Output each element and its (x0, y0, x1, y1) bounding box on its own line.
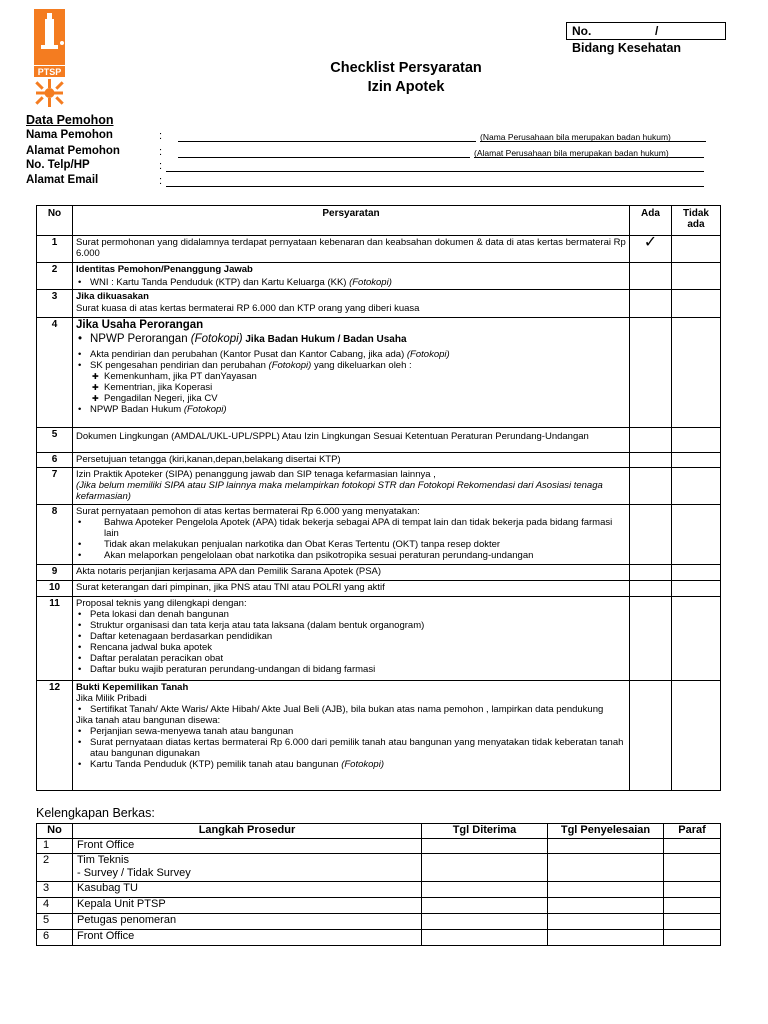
proc-header-paraf: Paraf (664, 824, 721, 839)
list-item: • Akan melaporkan pengelolaan obat narkotika dan psikotropika sesuai peraturan perundang-undangan (76, 550, 626, 561)
proc-step: Kepala Unit PTSP (73, 898, 422, 914)
table-row (37, 597, 721, 681)
field-label-name: Nama Pemohon (26, 129, 113, 141)
row-subtitle: Jika Milik Pribadi (76, 693, 147, 704)
proc-no: 5 (37, 914, 73, 930)
name-input-line-end (480, 141, 706, 142)
tgl-diterima-cell[interactable] (422, 914, 548, 930)
table-row (37, 318, 721, 428)
name-hint: (Nama Perusahaan bila merupakan badan hukum) (480, 132, 671, 142)
table-row (37, 581, 721, 597)
item-text: SK pengesahan pendirian dan perubahan (90, 360, 269, 371)
item-italic: (Fotokopi) (190, 333, 243, 345)
row-number: 9 (37, 565, 73, 581)
ada-cell[interactable] (630, 505, 672, 565)
table-row (37, 565, 721, 581)
tidak-ada-cell[interactable] (672, 263, 721, 290)
field-colon: : (159, 160, 163, 172)
tgl-penyelesaian-cell[interactable] (548, 914, 664, 930)
ada-cell[interactable] (630, 468, 672, 505)
tidak-ada-cell[interactable] (672, 236, 721, 263)
table-row (37, 681, 721, 791)
paraf-cell[interactable] (664, 898, 721, 914)
address-input-line-end (474, 157, 704, 158)
row-text: Surat keterangan dari pimpinan, jika PNS atau TNI atau POLRI yang aktif (73, 581, 630, 597)
no-slash: / (655, 24, 659, 38)
proc-no: 3 (37, 882, 73, 898)
proc-header-no: No (37, 824, 73, 839)
proc-no: 4 (37, 898, 73, 914)
table-row (37, 882, 721, 898)
list-item (76, 759, 626, 770)
paraf-cell[interactable] (664, 882, 721, 898)
paraf-cell[interactable] (664, 930, 721, 946)
item-text: NPWP Badan Hukum (90, 404, 184, 415)
table-row (37, 290, 721, 318)
tidak-ada-cell[interactable] (672, 428, 721, 453)
page-subtitle: Izin Apotek (367, 79, 445, 95)
tgl-penyelesaian-cell[interactable] (548, 839, 664, 854)
table-row (37, 453, 721, 468)
row-text: Surat permohonan yang didalamnya terdapat pernyataan kebenaran dan keabsahan dokumen & data di atas kertas bermaterai Rp 6.000 (73, 236, 630, 263)
tgl-penyelesaian-cell[interactable] (548, 854, 664, 882)
tidak-ada-cell[interactable] (672, 318, 721, 428)
row-number: 3 (37, 290, 73, 318)
row-number: 8 (37, 505, 73, 565)
table-row (37, 898, 721, 914)
email-input-line[interactable] (166, 186, 704, 187)
list-item (76, 360, 626, 371)
paraf-cell[interactable] (664, 854, 721, 882)
page-title: Checklist Persyaratan (330, 60, 482, 76)
requirements-table (36, 205, 721, 791)
row-content (73, 263, 630, 290)
list-item: • Surat pernyataan diatas kertas bermaterai Rp 6.000 dari pemilik tanah atau bangunan yang menyatakan tidak keberatan tanah atau bangunan digunakan (76, 737, 626, 759)
tgl-penyelesaian-cell[interactable] (548, 882, 664, 898)
document-number-box (566, 22, 726, 40)
tgl-diterima-cell[interactable] (422, 839, 548, 854)
row-text: Surat kuasa di atas kertas bermaterai RP 6.000 dan KTP orang yang diberi kuasa (76, 303, 420, 314)
department-label: Bidang Kesehatan (572, 41, 682, 55)
ada-cell[interactable] (630, 263, 672, 290)
row-number: 7 (37, 468, 73, 505)
sub-list-item: ✚ Kementrian, jika Koperasi (76, 382, 626, 393)
tgl-diterima-cell[interactable] (422, 930, 548, 946)
table-row (37, 505, 721, 565)
item-italic: (Fotokopi) (349, 277, 392, 288)
row-content (73, 597, 630, 681)
row-text: Proposal teknis yang dilengkapi dengan: (76, 598, 247, 609)
list-item: • Daftar peralatan peracikan obat (76, 653, 626, 664)
list-item: • Daftar ketenagaan berdasarkan pendidikan (76, 631, 626, 642)
proc-header-tgl-diterima: Tgl Diterima (422, 824, 548, 839)
tidak-ada-cell[interactable] (672, 681, 721, 791)
table-row (37, 914, 721, 930)
row-number: 2 (37, 263, 73, 290)
item-text: Kartu Tanda Penduduk (KTP) pemilik tanah atau bangunan (90, 759, 342, 770)
table-row (37, 854, 721, 882)
item-text: yang dikeluarkan oleh : (311, 360, 412, 371)
row-number: 6 (37, 453, 73, 468)
no-label: No. (572, 24, 592, 38)
list-item (76, 349, 626, 360)
row-number: 1 (37, 236, 73, 263)
item-text: NPWP Perorangan (90, 333, 191, 345)
tidak-ada-cell[interactable] (672, 505, 721, 565)
tgl-diterima-cell[interactable] (422, 898, 548, 914)
procedure-table (36, 823, 721, 946)
tidak-ada-cell[interactable] (672, 597, 721, 681)
row-number: 11 (37, 597, 73, 681)
list-item: • Tidak akan melakukan penjualan narkotika dan Obat Keras Tertentu (OKT) tanpa resep dokter (76, 539, 626, 550)
row-content (73, 318, 630, 428)
field-label-email: Alamat Email (26, 174, 99, 186)
ada-cell[interactable] (630, 318, 672, 428)
list-item: • Sertifikat Tanah/ Akte Waris/ Akte Hibah/ Akte Jual Beli (AJB), bila bukan atas nama pemohon , lampirkan data pendukung (76, 704, 626, 715)
paraf-cell[interactable] (664, 914, 721, 930)
completeness-label: Kelengkapan Berkas: (36, 806, 155, 820)
ada-cell[interactable] (630, 290, 672, 318)
list-item (76, 404, 626, 415)
tidak-ada-cell[interactable] (672, 290, 721, 318)
item-italic: (Fotokopi) (406, 349, 450, 360)
procedure-header-row (37, 824, 721, 839)
table-row (37, 236, 721, 263)
header-no: No (37, 206, 73, 236)
ada-cell[interactable] (630, 428, 672, 453)
table-row (37, 839, 721, 854)
phone-input-line[interactable] (166, 171, 704, 172)
proc-step: Front Office (73, 839, 422, 854)
proc-step: Front Office (73, 930, 422, 946)
field-label-phone: No. Telp/HP (26, 159, 90, 171)
row-content (73, 681, 630, 791)
item-italic: (Fotokopi) (341, 759, 384, 770)
row-title: Bukti Kepemilikan Tanah (76, 682, 189, 693)
list-item: • Daftar buku wajib peraturan perundang-undangan di bidang farmasi (76, 664, 626, 675)
tidak-ada-cell[interactable] (672, 453, 721, 468)
table-row (37, 263, 721, 290)
tgl-diterima-cell[interactable] (422, 854, 548, 882)
name-input-line[interactable] (178, 141, 476, 142)
sub-list-item: ✚ Pengadilan Negeri, jika CV (76, 393, 626, 404)
list-item: • Perjanjian sewa-menyewa tanah atau bangunan (76, 726, 626, 737)
sub-list-item: ✚ Kemenkunham, jika PT danYayasan (76, 371, 626, 382)
proc-no: 1 (37, 839, 73, 854)
tgl-penyelesaian-cell[interactable] (548, 930, 664, 946)
field-colon: : (159, 130, 163, 142)
header-tidak-ada: Tidak ada (672, 206, 721, 236)
header-persyaratan: Persyaratan (73, 206, 630, 236)
row-number: 4 (37, 318, 73, 428)
table-row (37, 468, 721, 505)
address-input-line[interactable] (178, 157, 470, 158)
item-italic: (Fotokopi) (268, 360, 312, 371)
proc-header-tgl-penyelesaian: Tgl Penyelesaian (548, 824, 664, 839)
item-bold: Jika Badan Hukum / Badan Usaha (242, 334, 407, 345)
address-hint: (Alamat Perusahaan bila merupakan badan hukum) (474, 148, 669, 158)
row-number: 10 (37, 581, 73, 597)
ada-cell[interactable] (630, 565, 672, 581)
field-colon: : (159, 146, 163, 158)
list-item (76, 332, 626, 347)
table-row (37, 930, 721, 946)
proc-step-sub: - Survey / Tidak Survey (77, 867, 191, 879)
check-icon[interactable]: ✓ (630, 236, 672, 263)
row-title: Identitas Pemohon/Penanggung Jawab (76, 264, 253, 275)
tidak-ada-cell[interactable] (672, 468, 721, 505)
ada-cell[interactable] (630, 453, 672, 468)
list-item: • Struktur organisasi dan tata kerja atau tata laksana (dalam bentuk organogram) (76, 620, 626, 631)
logo-text: PTSP (37, 67, 62, 77)
row-title: Jika dikuasakan (76, 291, 149, 302)
list-item: • Rencana jadwal buka apotek (76, 642, 626, 653)
tgl-penyelesaian-cell[interactable] (548, 898, 664, 914)
field-colon: : (159, 175, 163, 187)
proc-step: Kasubag TU (73, 882, 422, 898)
row-content (73, 290, 630, 318)
row-number: 12 (37, 681, 73, 791)
row-text: Dokumen Lingkungan (AMDAL/UKL-UPL/SPPL) Atau Izin Lingkungan Sesuai Ketentuan Peraturan Perundang-Undangan (73, 428, 630, 453)
ada-cell[interactable] (630, 581, 672, 597)
tgl-diterima-cell[interactable] (422, 882, 548, 898)
item-italic: (Fotokopi) (183, 404, 227, 415)
proc-step-cell (73, 854, 422, 882)
proc-no: 2 (37, 854, 73, 882)
table-header-row (37, 206, 721, 236)
ada-cell[interactable] (630, 681, 672, 791)
ada-cell[interactable] (630, 597, 672, 681)
row-text: Izin Praktik Apoteker (SIPA) penanggung jawab dan SIP tenaga kefarmasian lainnya , (76, 469, 436, 480)
row-text: Surat pernyataan pemohon di atas kertas bermaterai Rp 6.000 yang menyatakan: (76, 506, 420, 517)
tidak-ada-cell[interactable] (672, 581, 721, 597)
applicant-section-title: Data Pemohon (26, 113, 114, 127)
row-content (73, 505, 630, 565)
row-subtitle: Jika tanah atau bangunan disewa: (76, 715, 221, 726)
row-number: 5 (37, 428, 73, 453)
row-text: Akta notaris perjanjian kerjasama APA dan Pemilik Sarana Apotek (PSA) (73, 565, 630, 581)
field-label-address: Alamat Pemohon (26, 145, 120, 157)
proc-step: Tim Teknis (77, 854, 129, 866)
proc-header-langkah: Langkah Prosedur (73, 824, 422, 839)
list-item: • Bahwa Apoteker Pengelola Apotek (APA) tidak bekerja sebagai APA di tempat lain dan tidak bekerja pada bidang farmasi lain (76, 517, 626, 539)
row-note: (Jika belum memiliki SIPA atau SIP lainnya maka melampirkan fotokopi STR dan Fotokopi Rekomendasi dari Asosiasi tenaga kefarmasian) (76, 480, 603, 502)
list-item: • Peta lokasi dan denah bangunan (76, 609, 626, 620)
paraf-cell[interactable] (664, 839, 721, 854)
list-item (76, 277, 626, 288)
item-text: Akta pendirian dan perubahan (Kantor Pusat dan Kantor Cabang, jika ada) (90, 349, 407, 360)
tidak-ada-cell[interactable] (672, 565, 721, 581)
header-ada: Ada (630, 206, 672, 236)
row-text: Persetujuan tetangga (kiri,kanan,depan,belakang disertai KTP) (73, 453, 630, 468)
row-content (73, 468, 630, 505)
row-title: Jika Usaha Perorangan (76, 319, 204, 331)
proc-step: Petugas penomeran (73, 914, 422, 930)
proc-no: 6 (37, 930, 73, 946)
item-text: WNI : Kartu Tanda Penduduk (KTP) dan Kartu Keluarga (KK) (90, 277, 350, 288)
table-row (37, 428, 721, 453)
